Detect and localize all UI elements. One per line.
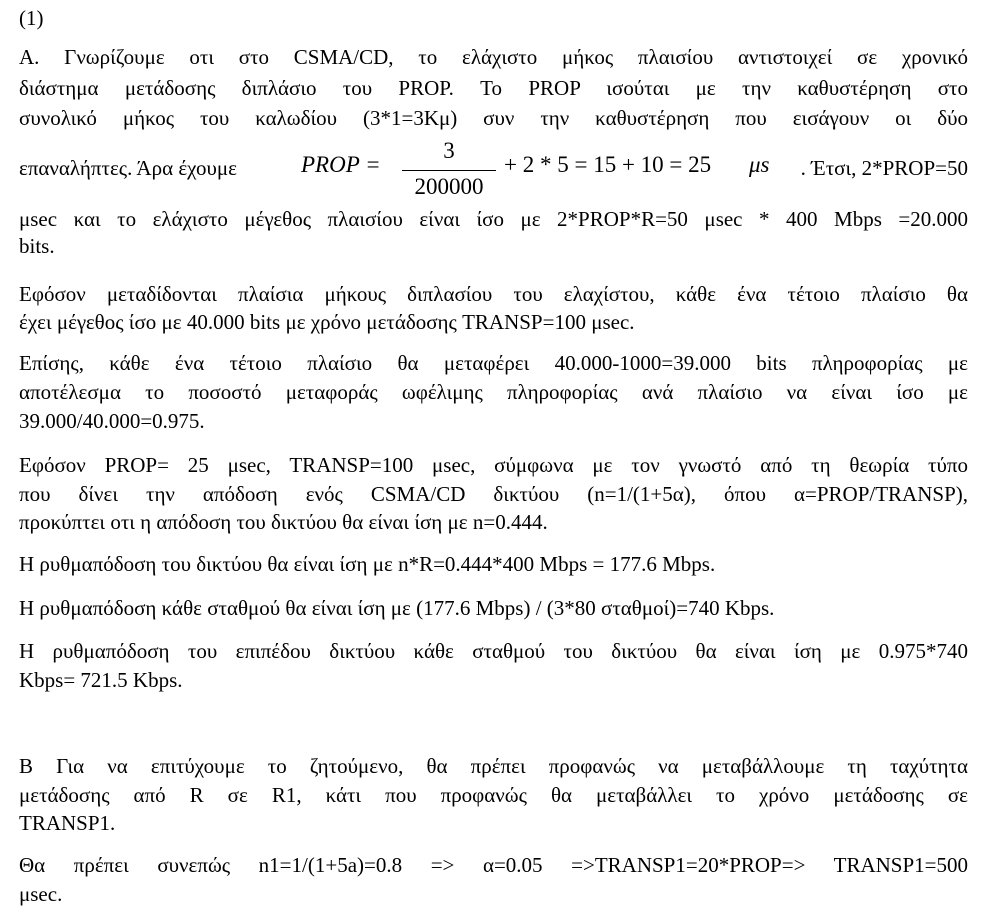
part-a-line-3: συνολικό μήκος του καλωδίου (3*1=3Κμ) συν την καθυστέρηση που εισάγουν οι δύο bbox=[19, 106, 968, 130]
formula-prefix: επαναλήπτες. Άρα έχουμε bbox=[19, 156, 237, 180]
formula-fraction bbox=[400, 138, 498, 202]
fraction-numerator: 3 bbox=[443, 138, 455, 163]
part-b-para2-line-2: μsec. bbox=[19, 882, 63, 906]
part-b-line-1: Β Για να επιτύχουμε το ζητούμενο, θα πρέπει προφανώς να μεταβάλλουμε τη ταχύτητα bbox=[19, 754, 968, 778]
part-a-para4-line-3: προκύπτει οτι η απόδοση του δικτύου θα είναι ίση με n=0.444. bbox=[19, 510, 548, 534]
fraction-denominator: 200000 bbox=[414, 174, 484, 199]
part-b-para2-line-1: Θα πρέπει συνεπώς n1=1/(1+5a)=0.8 => α=0.05 =>TRANSP1=20*PROP=> TRANSP1=500 bbox=[19, 853, 968, 877]
formula-unit: μs bbox=[749, 152, 770, 177]
formula-suffix: . Έτσι, 2*PROP=50 bbox=[800, 156, 968, 180]
formula-lhs: PROP = bbox=[301, 152, 381, 177]
part-a-line-5: μsec και το ελάχιστο μέγεθος πλαισίου είναι ίσο με 2*PROP*R=50 μsec * 400 Mbps =20.000 bbox=[19, 207, 968, 231]
part-a-line-2: διάστημα μετάδοσης διπλάσιο του PROP. Το PROP ισούται με την καθυστέρηση στο bbox=[19, 76, 968, 100]
part-a-para7-line-2: Kbps= 721.5 Kbps. bbox=[19, 668, 183, 692]
part-a-para6: Η ρυθμαπόδοση κάθε σταθμού θα είναι ίση με (177.6 Mbps) / (3*80 σταθμοί)=740 Kbps. bbox=[19, 596, 775, 620]
part-a-para2-line-2: έχει μέγεθος ίσο με 40.000 bits με χρόνο μετάδοσης TRANSP=100 μsec. bbox=[19, 310, 635, 334]
fraction-bar bbox=[402, 170, 496, 171]
part-a-para2-line-1: Εφόσον μεταδίδονται πλαίσια μήκους διπλασίου του ελαχίστου, κάθε ένα τέτοιο πλαίσιο θα bbox=[19, 282, 968, 306]
part-a-para3-line-1: Επίσης, κάθε ένα τέτοιο πλαίσιο θα μεταφέρει 40.000-1000=39.000 bits πληροφορίας με bbox=[19, 351, 968, 375]
part-a-para4-line-2: που δίνει την απόδοση ενός CSMA/CD δικτύου (n=1/(1+5α), όπου α=PROP/TRANSP), bbox=[19, 482, 968, 506]
part-a-para7-line-1: Η ρυθμαπόδοση του επιπέδου δικτύου κάθε σταθμού του δικτύου θα είναι ίση με 0.975*740 bbox=[19, 639, 968, 663]
part-a-para4-line-1: Εφόσον PROP= 25 μsec, TRANSP=100 μsec, σύμφωνα με τον γνωστό από τη θεωρία τύπο bbox=[19, 453, 968, 477]
section-number: (1) bbox=[19, 6, 44, 30]
part-a-para5: Η ρυθμαπόδοση του δικτύου θα είναι ίση με n*R=0.444*400 Mbps = 177.6 Mbps. bbox=[19, 552, 716, 576]
part-b-line-2: μετάδοσης από R σε R1, κάτι που προφανώς θα μεταβάλλει το χρόνο μετάδοσης σε bbox=[19, 783, 968, 807]
part-a-line-6: bits. bbox=[19, 234, 55, 258]
part-a-para3-line-2: αποτέλεσμα το ποσοστό μεταφοράς ωφέλιμης πληροφορίας ανά πλαίσιο να είναι ίσο με bbox=[19, 380, 968, 404]
part-a-para3-line-3: 39.000/40.000=0.975. bbox=[19, 409, 205, 433]
part-a-line-1: Α. Γνωρίζουμε οτι στο CSMA/CD, το ελάχιστο μήκος πλαισίου αντιστοιχεί σε χρονικό bbox=[19, 45, 968, 69]
part-b-line-3: TRANSP1. bbox=[19, 811, 116, 835]
formula-rhs: + 2 * 5 = 15 + 10 = 25 bbox=[504, 152, 712, 177]
prop-formula-line bbox=[19, 138, 968, 202]
